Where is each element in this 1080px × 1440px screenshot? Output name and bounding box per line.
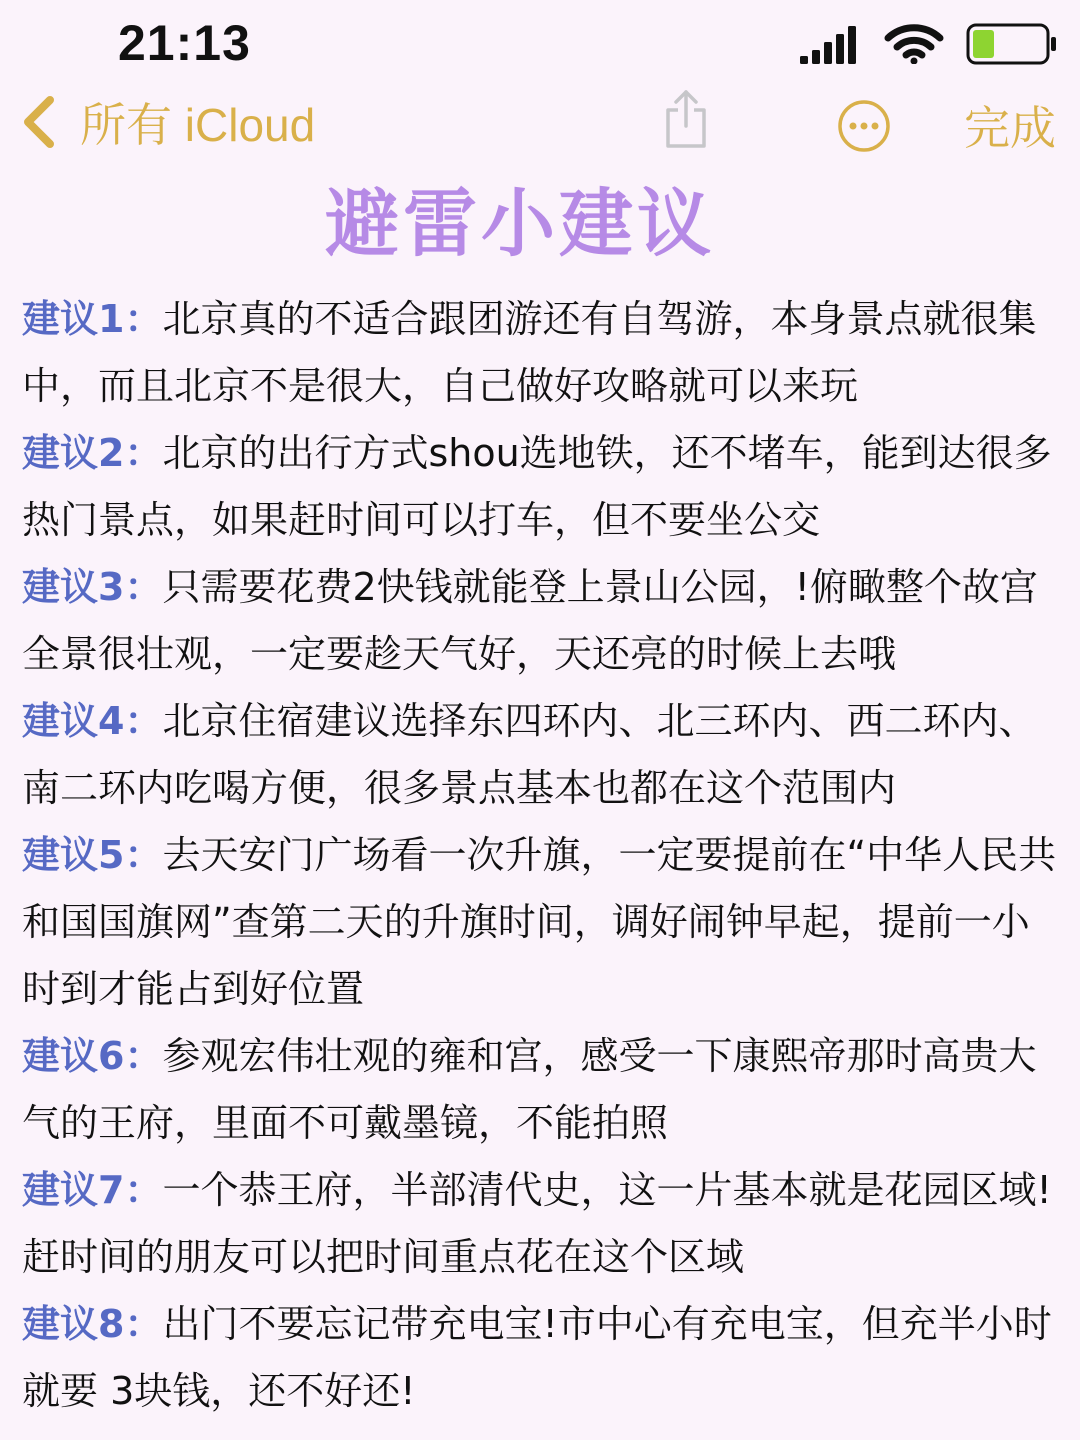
tip-item (22, 688, 1062, 822)
tip-item (22, 1291, 1062, 1425)
tip-item (22, 1157, 1062, 1291)
chevron-left-icon (18, 94, 60, 150)
ellipsis-circle-icon[interactable] (836, 98, 892, 154)
tip-label: 建议1： (22, 297, 163, 341)
tip-item (22, 554, 1062, 688)
tip-text: 出门不要忘记带充电宝!市中心有充电宝，但充半小时就要 3块钱，还不好还! (22, 1302, 1052, 1413)
tip-item (22, 420, 1062, 554)
back-label: 所有 iCloud (80, 99, 316, 151)
back-button[interactable] (18, 90, 315, 154)
tip-label: 建议6： (22, 1034, 163, 1078)
status-time: 21:13 (118, 15, 251, 71)
battery-icon (966, 23, 1058, 65)
navigation-bar (0, 84, 1080, 160)
tip-label: 建议8： (22, 1302, 163, 1346)
tip-text: 参观宏伟壮观的雍和宫，感受一下康熙帝那时高贵大气的王府，里面不可戴墨镜，不能拍照 (22, 1034, 1037, 1145)
battery-level-fill (973, 30, 994, 58)
wifi-icon (884, 22, 944, 64)
tip-text: 北京的出行方式shou选地铁，还不堵车，能到达很多热门景点，如果赶时间可以打车，但不要坐公交 (22, 431, 1052, 542)
tip-label: 建议4： (22, 699, 163, 743)
tip-label: 建议7： (22, 1168, 163, 1212)
status-bar (0, 0, 1080, 84)
tip-text: 只需要花费2快钱就能登上景山公园，!俯瞰整个故宫全景很壮观，一定要趁天气好，天还亮的时候上去哦 (22, 565, 1038, 676)
tip-text: 一个恭王府，半部清代史，这一片基本就是花园区域!赶时间的朋友可以把时间重点花在这个区域 (22, 1168, 1052, 1279)
tip-label: 建议2： (22, 431, 163, 475)
done-button[interactable]: 完成 (964, 101, 1056, 155)
tip-text: 北京真的不适合跟团游还有自驾游，本身景点就很集中，而且北京不是很大，自己做好攻略就可以来玩 (22, 297, 1037, 408)
tip-item (22, 286, 1062, 420)
share-icon[interactable] (662, 88, 710, 150)
tip-text: 去天安门广场看一次升旗，一定要提前在“中华人民共和国国旗网”查第二天的升旗时间，调好闹钟早起，提前一小时到才能占到好位置 (22, 833, 1057, 1011)
tip-label: 建议3： (22, 565, 163, 609)
tip-label: 建议5： (22, 833, 163, 877)
tip-item (22, 1023, 1062, 1157)
tip-text: 北京住宿建议选择东四环内、北三环内、西二环内、南二环内吃喝方便，很多景点基本也都在这个范围内 (22, 699, 1037, 810)
note-body[interactable] (22, 286, 1062, 1425)
cellular-signal-icon (800, 24, 856, 64)
note-title: 避雷小建议 (325, 181, 715, 267)
tip-item (22, 822, 1062, 1023)
